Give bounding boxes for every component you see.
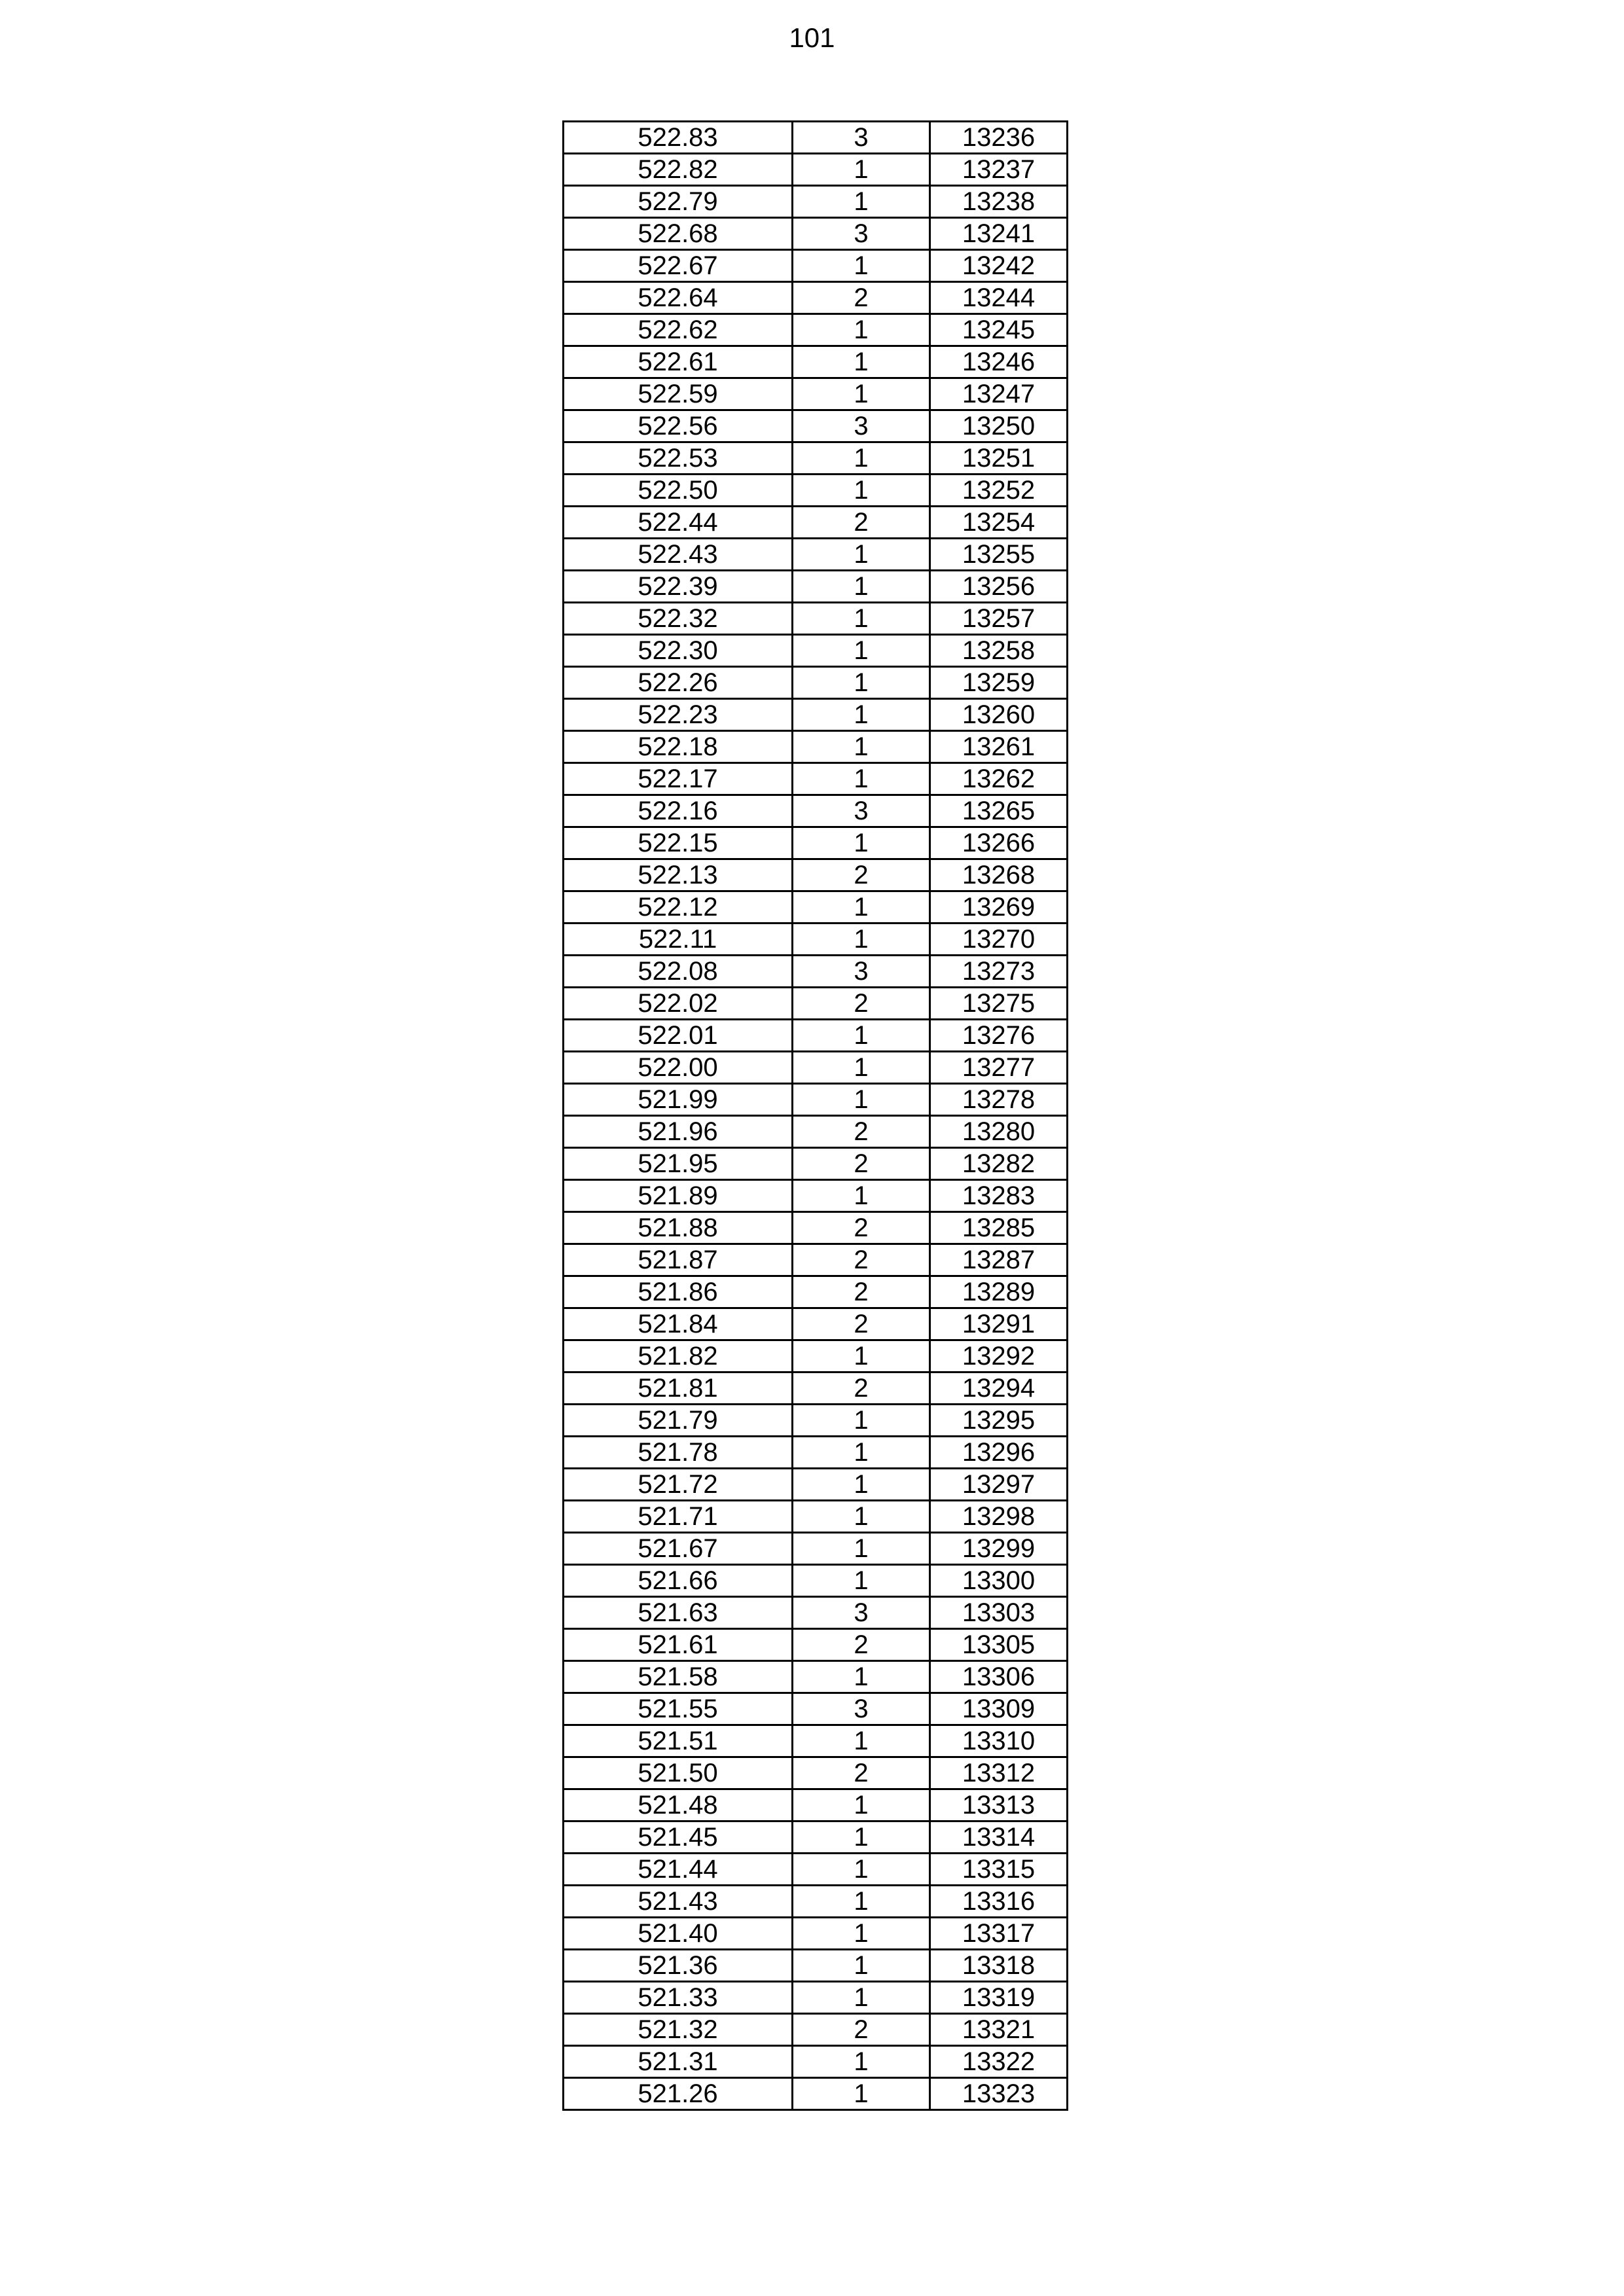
count-cell: 1 [793, 571, 930, 603]
value-cell: 522.11 [564, 924, 793, 956]
value-cell: 521.31 [564, 2046, 793, 2078]
value-cell: 521.43 [564, 1886, 793, 1918]
table-row [564, 1565, 1068, 1597]
table-row [564, 1180, 1068, 1212]
table-row [564, 571, 1068, 603]
value-cell: 521.71 [564, 1501, 793, 1533]
value-cell: 521.40 [564, 1918, 793, 1950]
index-cell: 13314 [930, 1821, 1068, 1854]
index-cell: 13291 [930, 1308, 1068, 1340]
count-cell: 3 [793, 410, 930, 442]
index-cell: 13310 [930, 1725, 1068, 1757]
table-row [564, 1821, 1068, 1854]
table-row [564, 378, 1068, 410]
table-row [564, 539, 1068, 571]
count-cell: 1 [793, 1789, 930, 1821]
value-cell: 522.30 [564, 635, 793, 667]
count-cell: 2 [793, 1148, 930, 1180]
index-cell: 13316 [930, 1886, 1068, 1918]
value-cell: 522.15 [564, 827, 793, 859]
index-cell: 13254 [930, 507, 1068, 539]
value-cell: 521.99 [564, 1084, 793, 1116]
value-cell: 521.61 [564, 1629, 793, 1661]
table-row [564, 2014, 1068, 2046]
value-cell: 521.44 [564, 1854, 793, 1886]
table-row [564, 314, 1068, 346]
table-row [564, 603, 1068, 635]
index-cell: 13261 [930, 731, 1068, 763]
table-row [564, 988, 1068, 1020]
table-row [564, 1244, 1068, 1276]
data-table [562, 120, 1068, 2111]
value-cell: 521.67 [564, 1533, 793, 1565]
count-cell: 1 [793, 1725, 930, 1757]
count-cell: 2 [793, 1372, 930, 1405]
count-cell: 1 [793, 731, 930, 763]
index-cell: 13262 [930, 763, 1068, 795]
index-cell: 13242 [930, 250, 1068, 282]
value-cell: 521.87 [564, 1244, 793, 1276]
count-cell: 1 [793, 1982, 930, 2014]
index-cell: 13269 [930, 891, 1068, 924]
value-cell: 521.78 [564, 1437, 793, 1469]
table-row [564, 475, 1068, 507]
count-cell: 1 [793, 1020, 930, 1052]
value-cell: 522.39 [564, 571, 793, 603]
value-cell: 522.56 [564, 410, 793, 442]
count-cell: 1 [793, 827, 930, 859]
index-cell: 13297 [930, 1469, 1068, 1501]
count-cell: 1 [793, 539, 930, 571]
index-cell: 13317 [930, 1918, 1068, 1950]
index-cell: 13305 [930, 1629, 1068, 1661]
table-row [564, 1469, 1068, 1501]
table-row [564, 956, 1068, 988]
table-row [564, 2078, 1068, 2110]
table-row [564, 1276, 1068, 1308]
index-cell: 13298 [930, 1501, 1068, 1533]
count-cell: 1 [793, 1918, 930, 1950]
count-cell: 1 [793, 1950, 930, 1982]
count-cell: 2 [793, 1212, 930, 1244]
value-cell: 522.68 [564, 218, 793, 250]
table-row [564, 667, 1068, 699]
table-row [564, 346, 1068, 378]
count-cell: 1 [793, 1501, 930, 1533]
value-cell: 522.59 [564, 378, 793, 410]
index-cell: 13250 [930, 410, 1068, 442]
value-cell: 522.18 [564, 731, 793, 763]
value-cell: 522.64 [564, 282, 793, 314]
table-row [564, 410, 1068, 442]
table-row [564, 763, 1068, 795]
table-body [564, 122, 1068, 2110]
index-cell: 13299 [930, 1533, 1068, 1565]
table-row [564, 1789, 1068, 1821]
index-cell: 13260 [930, 699, 1068, 731]
index-cell: 13255 [930, 539, 1068, 571]
table-row [564, 1757, 1068, 1789]
count-cell: 2 [793, 282, 930, 314]
index-cell: 13321 [930, 2014, 1068, 2046]
page-number: 101 [789, 22, 835, 53]
value-cell: 522.83 [564, 122, 793, 154]
count-cell: 2 [793, 507, 930, 539]
count-cell: 1 [793, 346, 930, 378]
count-cell: 1 [793, 378, 930, 410]
value-cell: 521.88 [564, 1212, 793, 1244]
index-cell: 13292 [930, 1340, 1068, 1372]
value-cell: 522.67 [564, 250, 793, 282]
count-cell: 1 [793, 699, 930, 731]
index-cell: 13237 [930, 154, 1068, 186]
count-cell: 2 [793, 2014, 930, 2046]
table-row [564, 1148, 1068, 1180]
count-cell: 1 [793, 924, 930, 956]
table-row [564, 186, 1068, 218]
index-cell: 13241 [930, 218, 1068, 250]
value-cell: 522.79 [564, 186, 793, 218]
table-row [564, 731, 1068, 763]
count-cell: 1 [793, 2078, 930, 2110]
index-cell: 13296 [930, 1437, 1068, 1469]
index-cell: 13251 [930, 442, 1068, 475]
table-row [564, 282, 1068, 314]
table-row [564, 891, 1068, 924]
table-row [564, 2046, 1068, 2078]
value-cell: 521.36 [564, 1950, 793, 1982]
value-cell: 522.00 [564, 1052, 793, 1084]
table-row [564, 1020, 1068, 1052]
value-cell: 522.32 [564, 603, 793, 635]
index-cell: 13246 [930, 346, 1068, 378]
index-cell: 13300 [930, 1565, 1068, 1597]
value-cell: 522.50 [564, 475, 793, 507]
index-cell: 13315 [930, 1854, 1068, 1886]
index-cell: 13276 [930, 1020, 1068, 1052]
index-cell: 13258 [930, 635, 1068, 667]
count-cell: 1 [793, 442, 930, 475]
index-cell: 13322 [930, 2046, 1068, 2078]
value-cell: 521.48 [564, 1789, 793, 1821]
count-cell: 1 [793, 1886, 930, 1918]
count-cell: 1 [793, 891, 930, 924]
table-row [564, 1725, 1068, 1757]
count-cell: 1 [793, 1084, 930, 1116]
count-cell: 1 [793, 186, 930, 218]
table-row [564, 859, 1068, 891]
table-row [564, 1052, 1068, 1084]
value-cell: 521.58 [564, 1661, 793, 1693]
value-cell: 522.17 [564, 763, 793, 795]
table-row [564, 1854, 1068, 1886]
value-cell: 522.44 [564, 507, 793, 539]
index-cell: 13266 [930, 827, 1068, 859]
index-cell: 13278 [930, 1084, 1068, 1116]
table-row [564, 442, 1068, 475]
value-cell: 521.82 [564, 1340, 793, 1372]
index-cell: 13257 [930, 603, 1068, 635]
count-cell: 1 [793, 1854, 930, 1886]
index-cell: 13268 [930, 859, 1068, 891]
index-cell: 13282 [930, 1148, 1068, 1180]
count-cell: 1 [793, 1180, 930, 1212]
index-cell: 13256 [930, 571, 1068, 603]
value-cell: 522.26 [564, 667, 793, 699]
count-cell: 1 [793, 154, 930, 186]
index-cell: 13238 [930, 186, 1068, 218]
value-cell: 522.08 [564, 956, 793, 988]
table-row [564, 1982, 1068, 2014]
index-cell: 13245 [930, 314, 1068, 346]
count-cell: 3 [793, 795, 930, 827]
index-cell: 13287 [930, 1244, 1068, 1276]
value-cell: 521.33 [564, 1982, 793, 2014]
count-cell: 1 [793, 475, 930, 507]
index-cell: 13319 [930, 1982, 1068, 2014]
count-cell: 1 [793, 763, 930, 795]
value-cell: 522.16 [564, 795, 793, 827]
count-cell: 3 [793, 218, 930, 250]
count-cell: 1 [793, 1405, 930, 1437]
count-cell: 2 [793, 988, 930, 1020]
index-cell: 13309 [930, 1693, 1068, 1725]
index-cell: 13259 [930, 667, 1068, 699]
table-row [564, 1886, 1068, 1918]
table-row [564, 1084, 1068, 1116]
table-row [564, 122, 1068, 154]
count-cell: 1 [793, 1533, 930, 1565]
table-row [564, 1501, 1068, 1533]
table-row [564, 1629, 1068, 1661]
table-row [564, 1950, 1068, 1982]
index-cell: 13247 [930, 378, 1068, 410]
count-cell: 1 [793, 667, 930, 699]
value-cell: 522.82 [564, 154, 793, 186]
count-cell: 1 [793, 635, 930, 667]
value-cell: 522.43 [564, 539, 793, 571]
value-cell: 521.79 [564, 1405, 793, 1437]
table-row [564, 1372, 1068, 1405]
table-row [564, 924, 1068, 956]
value-cell: 521.55 [564, 1693, 793, 1725]
index-cell: 13273 [930, 956, 1068, 988]
table-row [564, 1693, 1068, 1725]
index-cell: 13285 [930, 1212, 1068, 1244]
table-row [564, 1308, 1068, 1340]
value-cell: 522.62 [564, 314, 793, 346]
value-cell: 521.32 [564, 2014, 793, 2046]
count-cell: 2 [793, 1757, 930, 1789]
count-cell: 1 [793, 1340, 930, 1372]
value-cell: 521.26 [564, 2078, 793, 2110]
index-cell: 13306 [930, 1661, 1068, 1693]
count-cell: 1 [793, 2046, 930, 2078]
count-cell: 1 [793, 1437, 930, 1469]
table-row [564, 1212, 1068, 1244]
index-cell: 13313 [930, 1789, 1068, 1821]
value-cell: 521.50 [564, 1757, 793, 1789]
table-row [564, 1405, 1068, 1437]
value-cell: 521.95 [564, 1148, 793, 1180]
table-row [564, 699, 1068, 731]
index-cell: 13252 [930, 475, 1068, 507]
table-row [564, 1340, 1068, 1372]
count-cell: 1 [793, 1052, 930, 1084]
table-row [564, 1661, 1068, 1693]
index-cell: 13270 [930, 924, 1068, 956]
count-cell: 3 [793, 1597, 930, 1629]
index-cell: 13318 [930, 1950, 1068, 1982]
count-cell: 3 [793, 956, 930, 988]
index-cell: 13294 [930, 1372, 1068, 1405]
value-cell: 522.53 [564, 442, 793, 475]
index-cell: 13289 [930, 1276, 1068, 1308]
index-cell: 13323 [930, 2078, 1068, 2110]
value-cell: 521.45 [564, 1821, 793, 1854]
table-row [564, 635, 1068, 667]
count-cell: 1 [793, 314, 930, 346]
value-cell: 521.89 [564, 1180, 793, 1212]
count-cell: 2 [793, 1244, 930, 1276]
count-cell: 2 [793, 1276, 930, 1308]
value-cell: 522.13 [564, 859, 793, 891]
value-cell: 521.81 [564, 1372, 793, 1405]
value-cell: 521.51 [564, 1725, 793, 1757]
table-row [564, 1597, 1068, 1629]
count-cell: 3 [793, 1693, 930, 1725]
index-cell: 13303 [930, 1597, 1068, 1629]
count-cell: 2 [793, 1308, 930, 1340]
count-cell: 2 [793, 1116, 930, 1148]
index-cell: 13236 [930, 122, 1068, 154]
count-cell: 1 [793, 1469, 930, 1501]
index-cell: 13265 [930, 795, 1068, 827]
table-row [564, 250, 1068, 282]
value-cell: 521.96 [564, 1116, 793, 1148]
index-cell: 13283 [930, 1180, 1068, 1212]
index-cell: 13277 [930, 1052, 1068, 1084]
value-cell: 522.02 [564, 988, 793, 1020]
table-row [564, 795, 1068, 827]
count-cell: 1 [793, 603, 930, 635]
count-cell: 1 [793, 1821, 930, 1854]
table-row [564, 1533, 1068, 1565]
value-cell: 522.61 [564, 346, 793, 378]
table-row [564, 1116, 1068, 1148]
table-row [564, 1918, 1068, 1950]
value-cell: 522.23 [564, 699, 793, 731]
value-cell: 522.12 [564, 891, 793, 924]
value-cell: 521.63 [564, 1597, 793, 1629]
value-cell: 521.84 [564, 1308, 793, 1340]
table-row [564, 1437, 1068, 1469]
table-row [564, 154, 1068, 186]
count-cell: 1 [793, 1661, 930, 1693]
count-cell: 1 [793, 250, 930, 282]
value-cell: 521.72 [564, 1469, 793, 1501]
count-cell: 2 [793, 859, 930, 891]
index-cell: 13280 [930, 1116, 1068, 1148]
count-cell: 1 [793, 1565, 930, 1597]
count-cell: 2 [793, 1629, 930, 1661]
table-row [564, 507, 1068, 539]
index-cell: 13275 [930, 988, 1068, 1020]
value-cell: 522.01 [564, 1020, 793, 1052]
table-row [564, 218, 1068, 250]
value-cell: 521.86 [564, 1276, 793, 1308]
index-cell: 13295 [930, 1405, 1068, 1437]
index-cell: 13244 [930, 282, 1068, 314]
table-row [564, 827, 1068, 859]
value-cell: 521.66 [564, 1565, 793, 1597]
count-cell: 3 [793, 122, 930, 154]
index-cell: 13312 [930, 1757, 1068, 1789]
